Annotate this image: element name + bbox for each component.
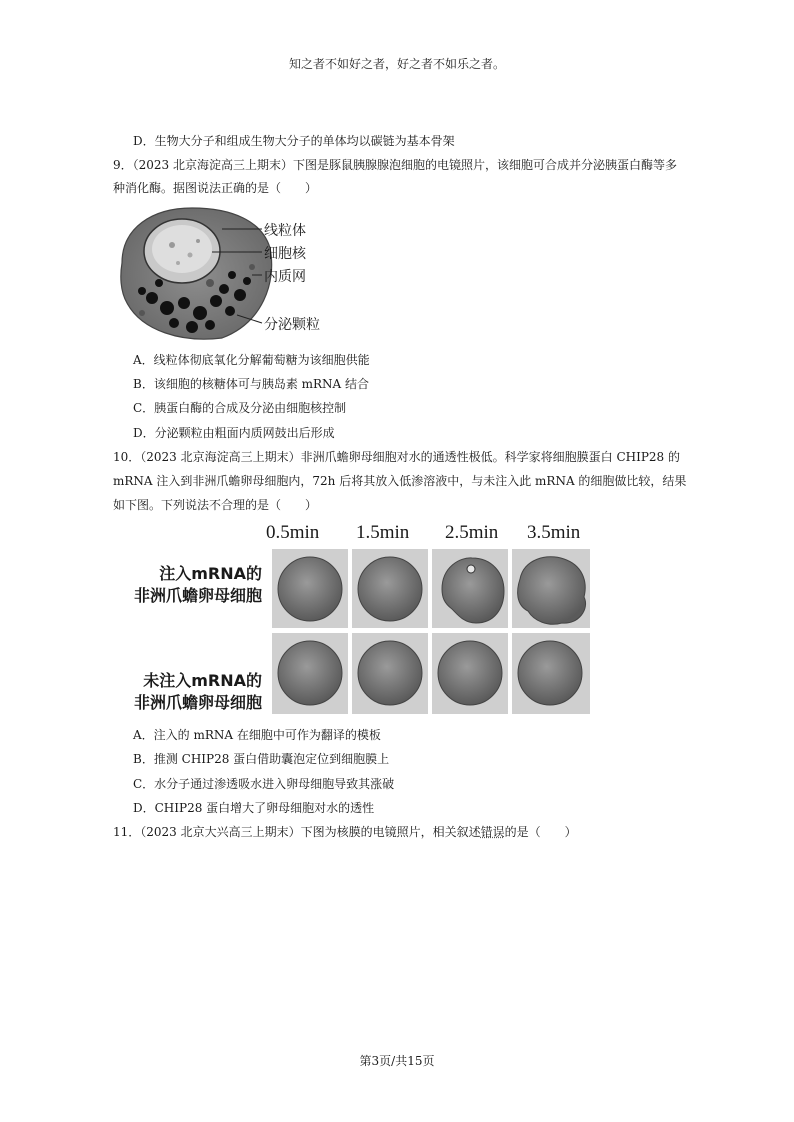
q10-stem-line1: 10．（2023 北京海淀高三上期末）非洲爪蟾卵母细胞对水的通透性极低。科学家将细胞膜蛋白 CHIP28 的 [113,450,680,464]
q10-option-c: C．水分子通过渗透吸水进入卵母细胞导致其涨破 [133,777,395,791]
label-endoplasmic-reticulum: 内质网 [264,269,306,285]
label-nucleus: 细胞核 [264,246,306,262]
oocyte-image-grid [272,549,590,714]
q9-option-c: C．胰蛋白酶的合成及分泌由细胞核控制 [133,401,347,415]
row-label-injected [112,563,262,607]
q11-stem [113,824,577,840]
q10-stem-line3: 如下图。下列说法不合理的是（ ） [113,498,318,512]
q9-stem-line1: 9．（2023 北京海淀高三上期末）下图是豚鼠胰腺腺泡细胞的电镜照片，该细胞可合成并分泌胰蛋白酶等多 [113,158,677,172]
q10-option-d: D．CHIP28 蛋白增大了卵母细胞对水的透性 [133,801,375,815]
label-mitochondria: 线粒体 [264,223,306,239]
page-header-motto: 知之者不如好之者，好之者不如乐之者。 [288,57,505,71]
q9-option-b: B．该细胞的核糖体可与胰岛素 mRNA 结合 [133,377,370,391]
row-label-not-injected-line1: 未注入mRNA的 [143,671,262,690]
q9-stem-line2: 种消化酶。据图说法正确的是（ ） [113,181,318,195]
q10-figure-oocyte-comparison [112,518,590,716]
page-number-footer: 第3页/共15页 [359,1054,435,1068]
q11-stem-prefix: 11．（2023 北京大兴高三上期末）下图为核膜的电镜照片，相关叙述 [113,825,481,839]
q9-figure-cell-micrograph [112,203,372,343]
time-label-2-5min: 2.5min [445,522,499,543]
pancreatic-cell-image [112,203,372,343]
q11-stem-suffix: 的是（ ） [504,825,577,839]
q8-option-d: D．生物大分子和组成生物大分子的单体均以碳链为基本骨架 [133,134,455,148]
row-label-not-injected-line2: 非洲爪蟾卵母细胞 [133,693,262,712]
row-label-injected-line1: 注入mRNA的 [159,564,262,583]
q9-option-d: D．分泌颗粒由粗面内质网鼓出后形成 [133,426,335,440]
q11-stem-emphasis: 错误 [480,825,505,839]
label-secretory-granules: 分泌颗粒 [264,317,320,333]
row-label-injected-line2: 非洲爪蟾卵母细胞 [133,586,262,605]
time-label-1-5min: 1.5min [356,522,410,543]
q9-option-a: A．线粒体彻底氧化分解葡萄糖为该细胞供能 [133,353,370,367]
row-label-not-injected [112,670,262,714]
q10-option-b: B．推测 CHIP28 蛋白借助囊泡定位到细胞膜上 [133,752,390,766]
q10-option-a: A．注入的 mRNA 在细胞中可作为翻译的模板 [133,728,381,742]
q10-stem-line2: mRNA 注入到非洲爪蟾卵母细胞内，72h 后将其放入低渗溶液中，与未注入此 mRNA 的细胞做比较，结果 [113,474,687,488]
time-label-0-5min: 0.5min [266,522,320,543]
time-label-3-5min: 3.5min [527,522,581,543]
